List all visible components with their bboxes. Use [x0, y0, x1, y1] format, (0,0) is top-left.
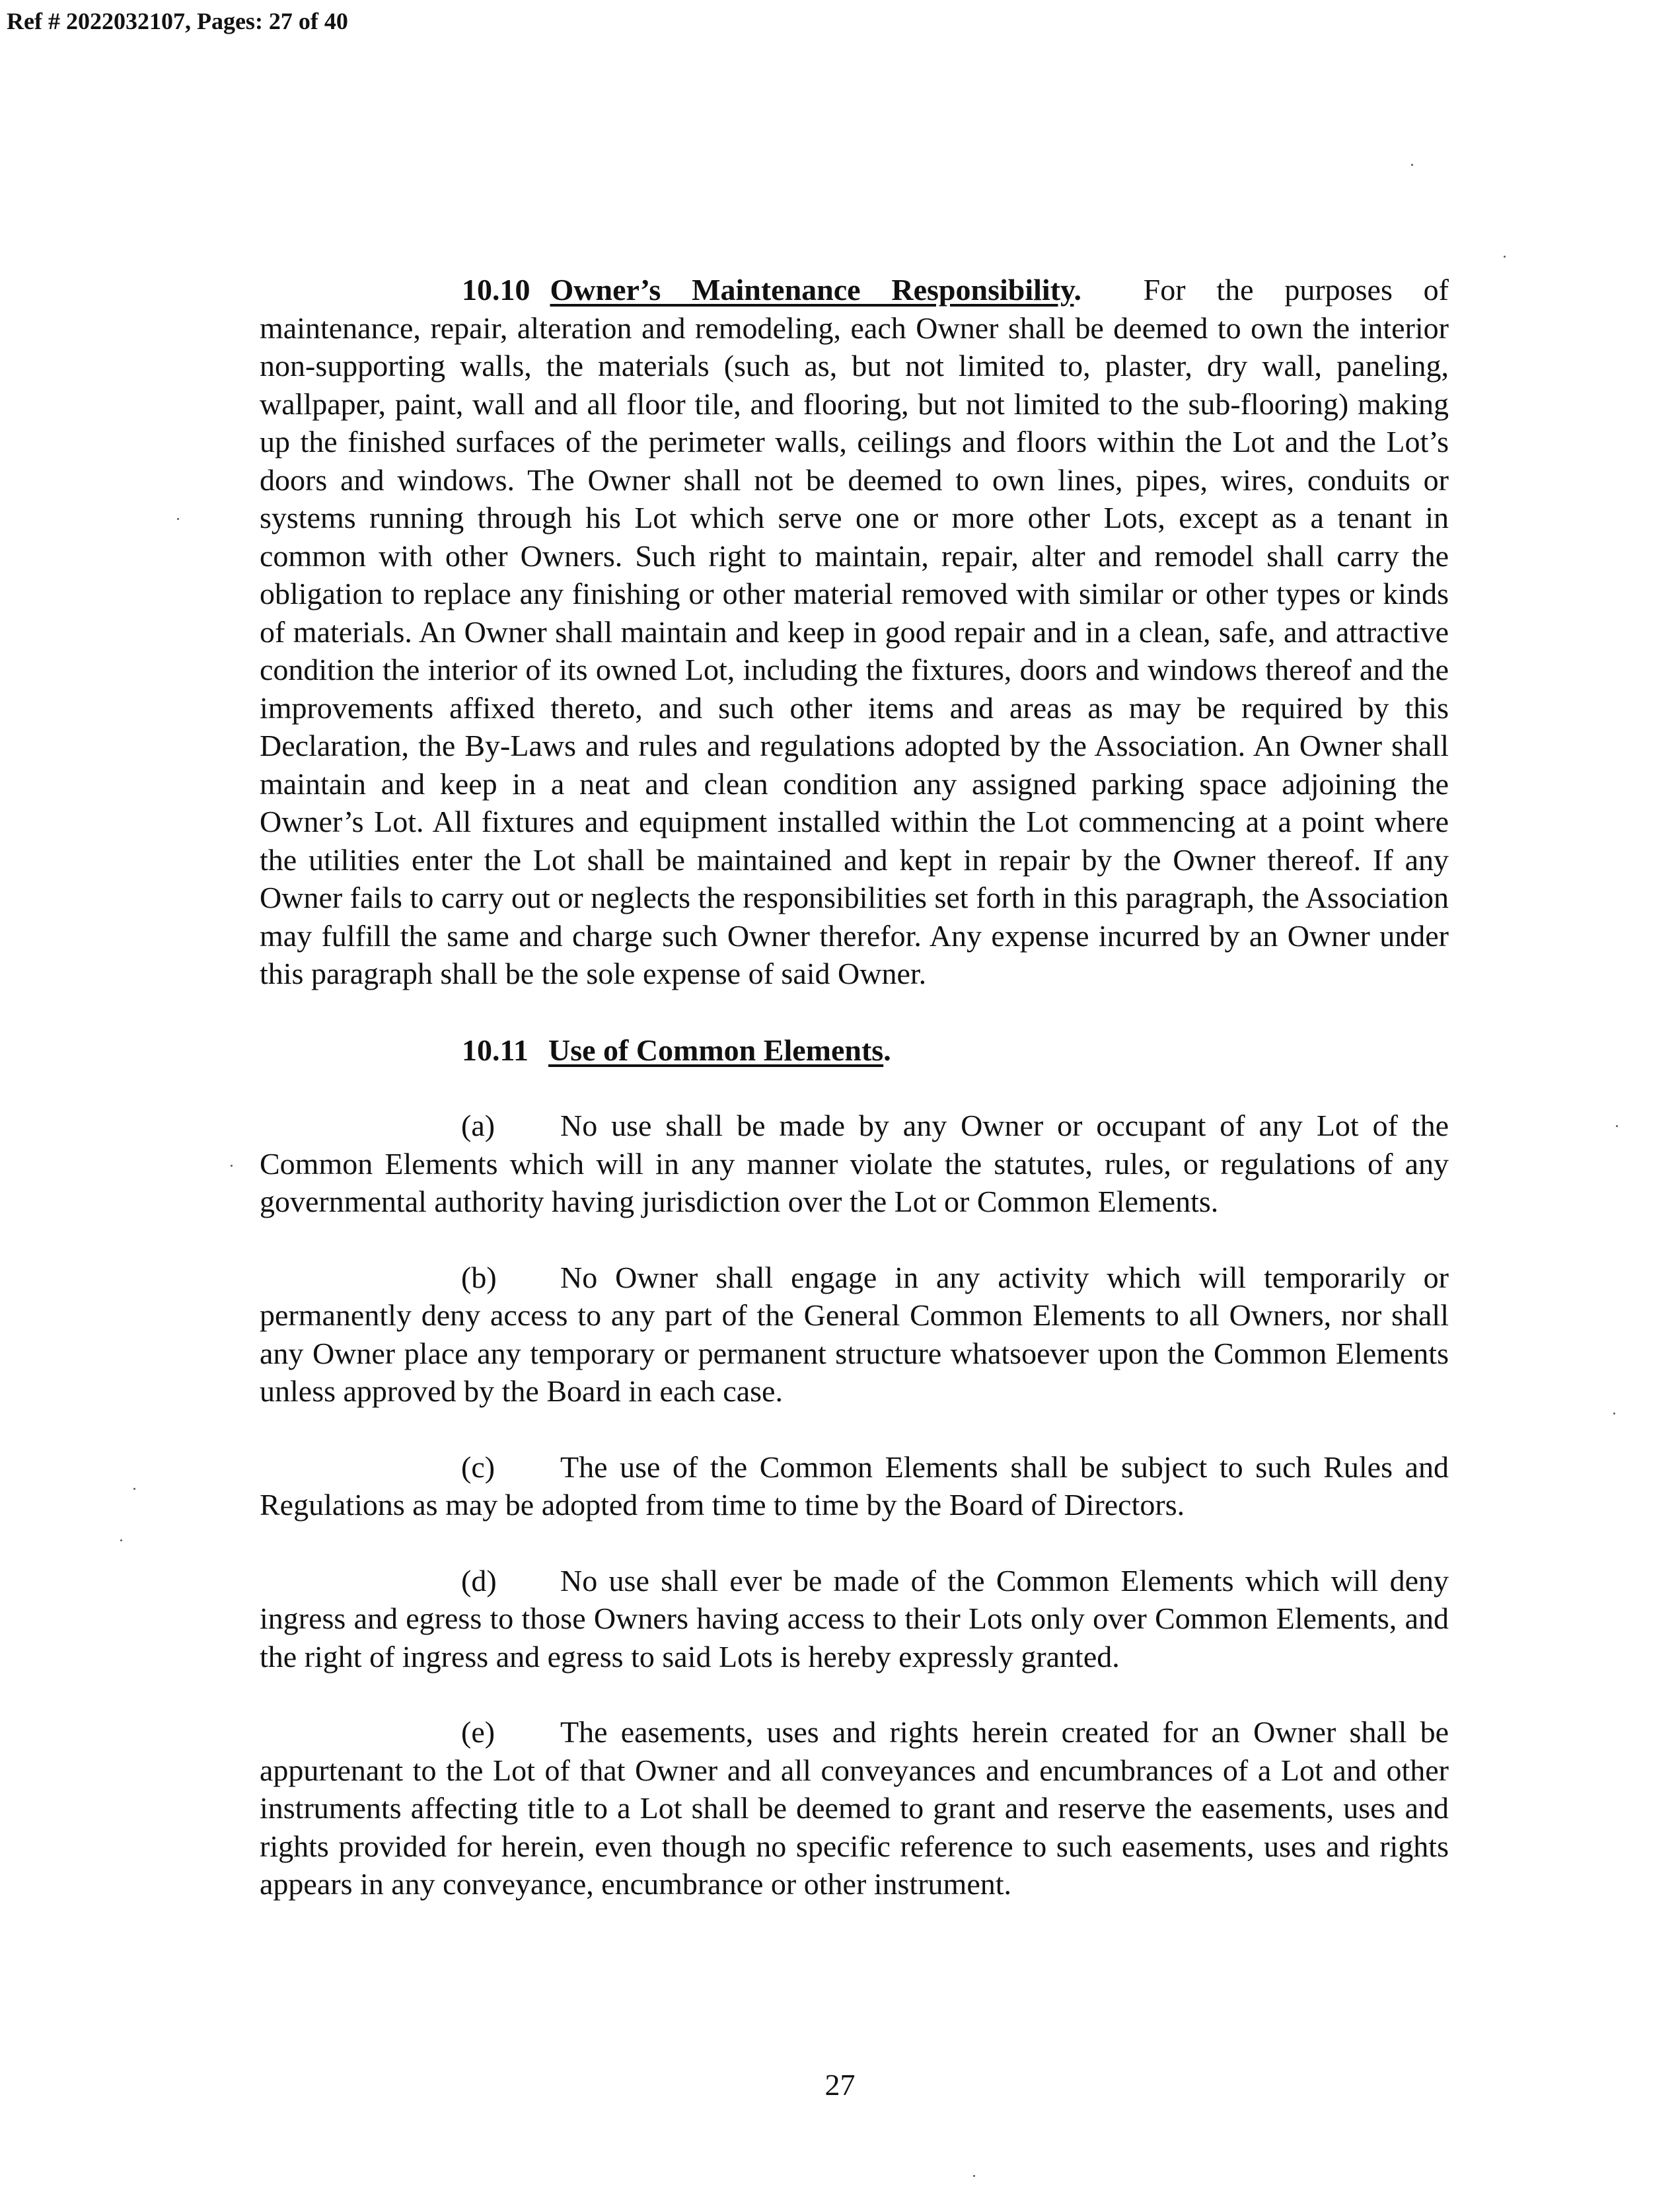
subparagraph-c [260, 1448, 1449, 1524]
page-number: 27 [824, 2068, 856, 2102]
subparagraph-text: The use of the Common Elements shall be subject to such Rules and Regulations as may be adopted from time to time by the Board of Directors. [260, 1450, 1449, 1522]
subparagraph-label: (b) [461, 1260, 497, 1294]
document-reference-header: Ref # 2022032107, Pages: 27 of 40 [7, 8, 348, 34]
section-title: Use of Common Elements [548, 1033, 884, 1067]
subparagraph-a [260, 1107, 1449, 1221]
scan-speck [133, 1488, 135, 1490]
scan-speck [1504, 256, 1506, 258]
subparagraph-text: No Owner shall engage in any activity which will temporarily or permanently deny access to any part of the General Common Elements to all Owners, nor shall any Owner place any temporary or permanent structure whatsoever upon the Common Elements unless approved by the Board in each case. [260, 1260, 1449, 1408]
subparagraph-text: The easements, uses and rights herein created for an Owner shall be appurtenant to the Lot of that Owner and all conveyances and encumbrances of a Lot and other instruments affecting title to a Lot shall be deemed to grant and reserve the easements, uses and rights provided for herein, even though no specific reference to such easements, uses and rights appears in any conveyance, encumbrance or other instrument. [260, 1715, 1449, 1901]
scan-speck [120, 1539, 122, 1541]
subparagraph-label: (e) [461, 1715, 495, 1749]
document-body [260, 271, 1449, 1903]
scan-speck [1411, 164, 1413, 166]
subparagraph-b [260, 1259, 1449, 1411]
scan-speck [973, 2175, 975, 2177]
scan-speck [1616, 1125, 1618, 1127]
scan-speck [231, 1165, 233, 1167]
section-body-text: For the purposes of maintenance, repair, alteration and remodeling, each Owner shall be deemed to own the interior non-supporting walls, the materials (such as, but not limited to, plaster, dry wall, paneling, wallpaper, paint, wall and all floor tile, and flooring, but not limited to the sub-flooring) making up the finished surfaces of the perimeter walls, ceilings and floors within the Lot and the Lot’s doors and windows. The Owner shall not be deemed to own lines, pipes, wires, conduits or systems running through his Lot which serve one or more other Lots, except as a tenant in common with other Owners. Such right to maintain, repair, alter and remodel shall carry the obligation to replace any finishing or other material removed with similar or other types or kinds of materials. An Owner shall maintain and keep in good repair and in a clean, safe, and attractive condition the interior of its owned Lot, including the fixtures, doors and windows thereof and the improvements affixed thereto, and such other items and areas as may be required by this Declaration, the By-Laws and rules and regulations adopted by the Association. An Owner shall maintain and keep in a neat and clean condition any assigned parking space adjoining the Owner’s Lot. All fixtures and equipment installed within the Lot commencing at a point where the utilities enter the Lot shall be maintained and kept in repair by the Owner thereof. If any Owner fails to carry out or neglects the responsibilities set forth in this paragraph, the Association may fulfill the same and charge such Owner therefor. Any expense incurred by an Owner under this paragraph shall be the sole expense of said Owner. [260, 273, 1449, 990]
scan-speck [1613, 1413, 1615, 1415]
section-title: Owner’s Maintenance Responsibility [550, 273, 1074, 307]
subparagraph-text: No use shall ever be made of the Common Elements which will deny ingress and egress to those Owners having access to their Lots only over Common Elements, and the right of ingress and egress to said Lots is hereby expressly granted. [260, 1563, 1449, 1673]
subparagraph-label: (a) [461, 1109, 495, 1142]
subparagraph-e [260, 1713, 1449, 1903]
subparagraph-d [260, 1562, 1449, 1676]
subparagraph-text: No use shall be made by any Owner or occupant of any Lot of the Common Elements which will in any manner violate the statutes, rules, or regulations of any governmental authority having jurisdiction over the Lot or Common Elements. [260, 1109, 1449, 1218]
section-10-10-paragraph: 10.10 Owner’s Maintenance Responsibility. For the purposes of maintenance, repair, alteration and remodeling, each Owner shall be deemed to own the interior non-supporting walls, the materials (such as, but not limited to, plaster, dry wall, paneling, wallpaper, paint, wall and all floor tile, and flooring, but not limited to the sub-flooring) making up the finished surfaces of the perimeter walls, ceilings and floors within the Lot and the Lot’s doors and windows. The Owner shall not be deemed to own lines, pipes, wires, conduits or systems running through his Lot which serve one or more other Lots, except as a tenant in common with other Owners. Such right to maintain, repair, alter and remodel shall carry the obligation to replace any finishing or other material removed with similar or other types or kinds of materials. An Owner shall maintain and keep in good repair and in a clean, safe, and attractive condition the interior of its owned Lot, including the fixtures, doors and windows thereof and the improvements affixed thereto, and such other items and areas as may be required by this Declaration, the By-Laws and rules and regulations adopted by the Association. An Owner shall maintain and keep in a neat and clean condition any assigned parking space adjoining the Owner’s Lot. All fixtures and equipment installed within the Lot commencing at a point where the utilities enter the Lot shall be maintained and kept in repair by the Owner thereof. If any Owner fails to carry out or neglects the responsibilities set forth in this paragraph, the Association may fulfill the same and charge such Owner therefor. Any expense incurred by an Owner under this paragraph shall be the sole expense of said Owner. [260, 271, 1449, 993]
subparagraph-label: (c) [461, 1450, 495, 1484]
subparagraph-label: (d) [461, 1563, 497, 1598]
section-number: 10.11 [462, 1033, 529, 1067]
section-number: 10.10 [462, 273, 530, 307]
scan-speck [177, 518, 179, 520]
section-10-11-heading: 10.11 Use of Common Elements. [260, 1031, 1449, 1070]
